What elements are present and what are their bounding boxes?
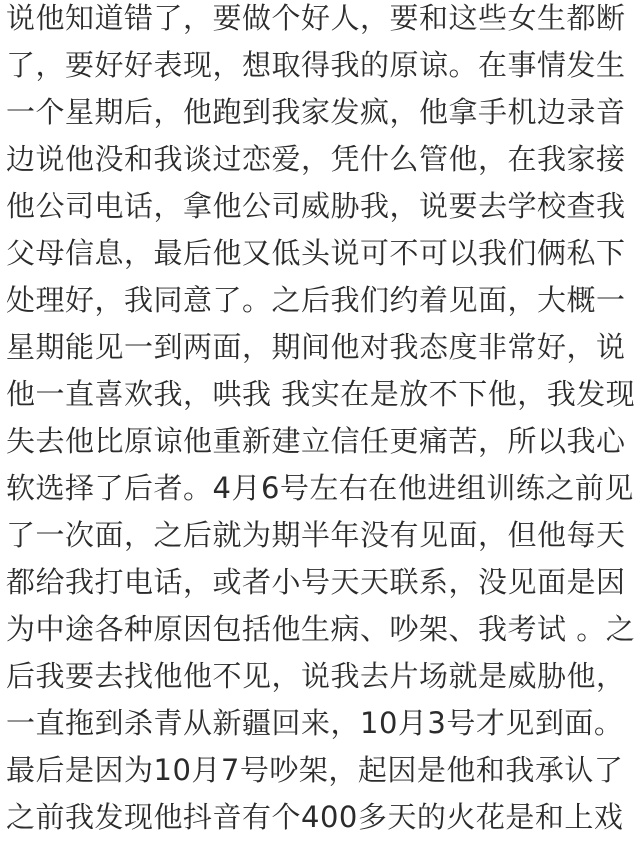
text-line: 后我要去找他他不见，说我去片场就是威胁他， — [6, 659, 626, 693]
text-line: 了，要好好表现，想取得我的原谅。在事情发生 — [6, 48, 626, 82]
text-line: 父母信息，最后他又低头说可不可以我们俩私下 — [6, 236, 626, 270]
article-text — [6, 0, 636, 841]
text-line: 说他知道错了，要做个好人，要和这些女生都断 — [6, 1, 626, 35]
text-line: 一个星期后，他跑到我家发疯，他拿手机边录音 — [6, 95, 626, 129]
text-line: 他一直喜欢我，哄我 我实在是放不下他，我发现 — [6, 377, 636, 411]
text-line: 星期能见一到两面，期间他对我态度非常好，说 — [6, 330, 626, 364]
text-line: 失去他比原谅他重新建立信任更痛苦，所以我心 — [6, 424, 626, 458]
text-line: 都给我打电话，或者小号天天联系，没见面是因 — [6, 565, 626, 599]
text-line: 了一次面，之后就为期半年没有见面，但他每天 — [6, 518, 626, 552]
text-line: 最后是因为10月7号吵架，起因是他和我承认了 — [6, 753, 624, 787]
text-line: 他公司电话，拿他公司威胁我，说要去学校查我 — [6, 189, 626, 223]
text-line: 为中途各种原因包括他生病、吵架、我考试 。之 — [6, 612, 636, 646]
text-line: 之前我发现他抖音有个400多天的火花是和上戏 — [6, 800, 624, 834]
text-line: 一直拖到杀青从新疆回来，10月3号才见到面。 — [6, 706, 624, 740]
text-line: 边说他没和我谈过恋爱，凭什么管他，在我家接 — [6, 142, 626, 176]
text-line: 处理好，我同意了。之后我们约着见面，大概一 — [6, 283, 626, 317]
text-line: 软选择了后者。4月6号左右在他进组训练之前见 — [6, 471, 634, 505]
